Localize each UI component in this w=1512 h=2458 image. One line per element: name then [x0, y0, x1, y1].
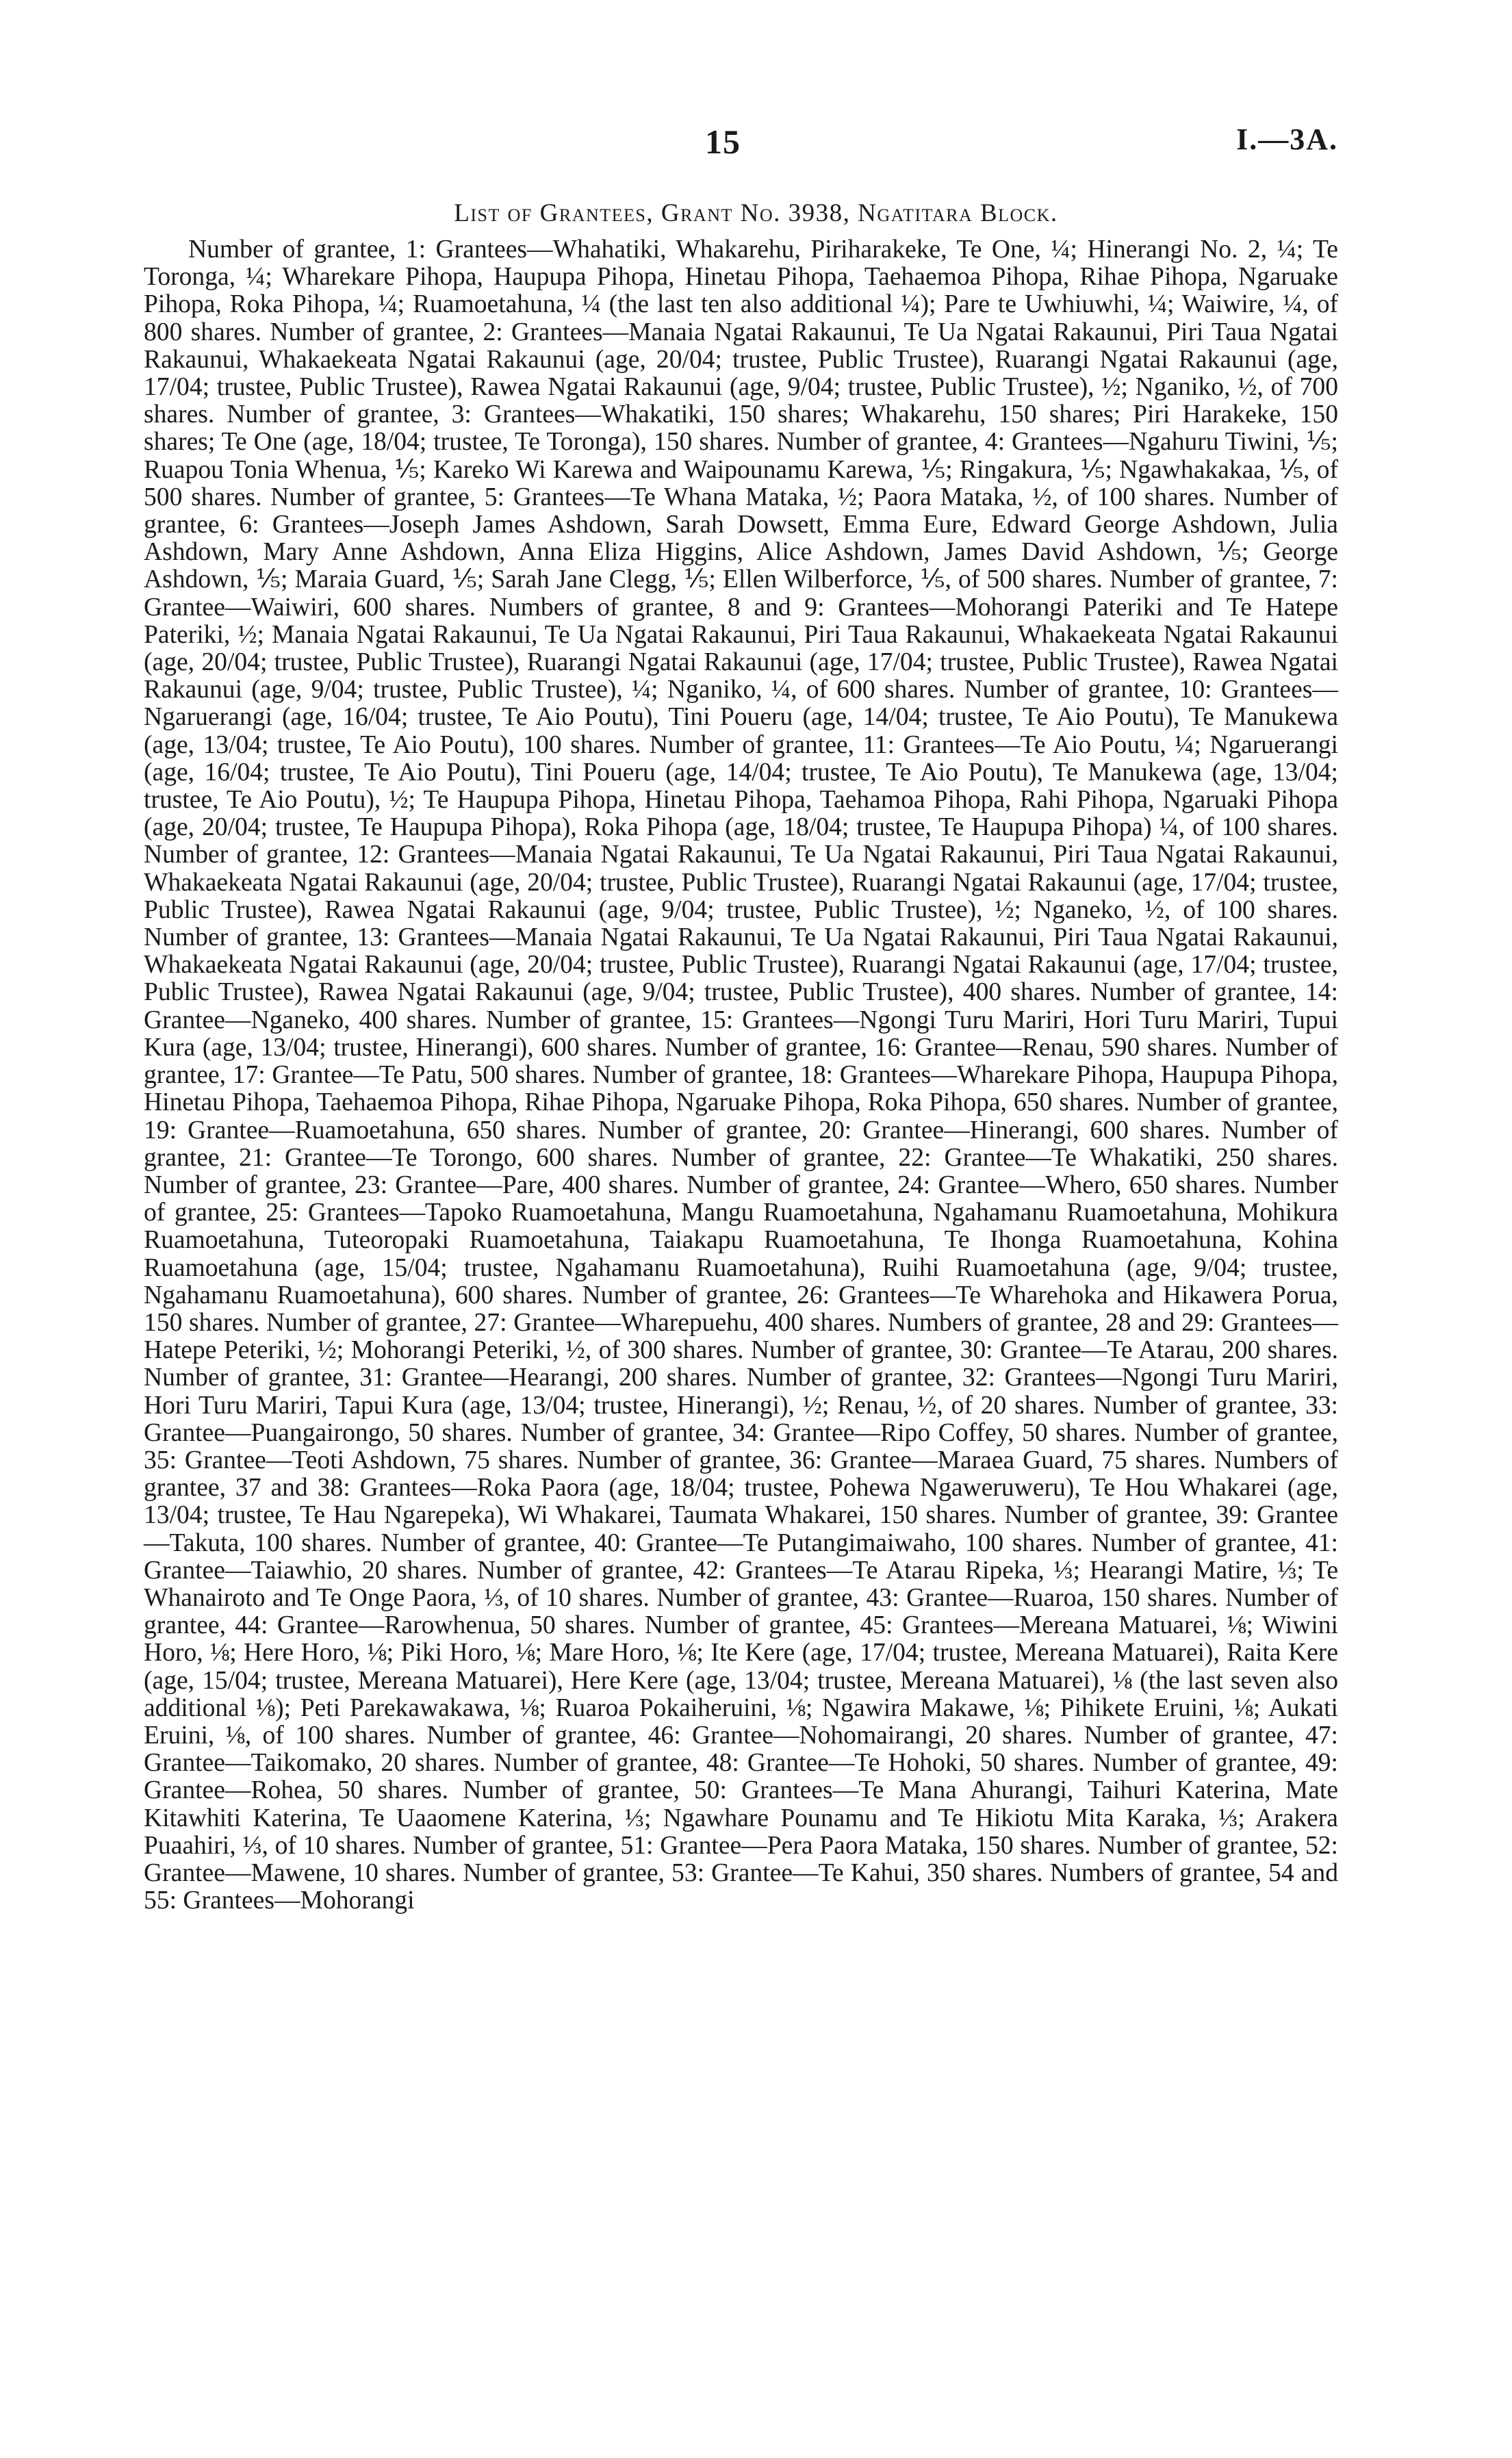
document-reference: I.—3A. [1236, 123, 1338, 156]
section-heading: List of Grantees, Grant No. 3938, Ngatitara Block. [454, 199, 1058, 227]
grantee-list-paragraph: Number of grantee, 1: Grantees—Whahatiki, Whakarehu, Piriharakeke, Te One, ¼; Hinerangi No. 2, ¼; Te Toronga, ¼; Wharekare Pihopa, Haupupa Pihopa, Hinetau Pihopa, Taehaemoa Pihopa, Rihae Pihopa, Ngaruake Pihopa, Roka Pihopa, ¼; Ruamoetahuna, ¼ (the last ten also additional ¼); Pare te Uwhiuwhi, ¼; Waiwire, ¼, of 800 shares. Number of grantee, 2: Grantees—Manaia Ngatai Rakaunui, Te Ua Ngatai Rakaunui, Piri Taua Ngatai Rakaunui, Whakaekeata Ngatai Rakaunui (age, 20/04; trustee, Public Trustee), Ruarangi Ngatai Rakaunui (age, 17/04; trustee, Public Trustee), Rawea Ngatai Rakaunui (age, 9/04; trustee, Public Trustee), ½; Nganiko, ½, of 700 shares. Number of grantee, 3: Grantees—Whakatiki, 150 shares; Whakarehu, 150 shares; Piri Harakeke, 150 shares; Te One (age, 18/04; trustee, Te Toronga), 150 shares. Number of grantee, 4: Grantees—Ngahuru Tiwini, ⅕; Ruapou Tonia Whenua, ⅕; Kareko Wi Karewa and Waipounamu Karewa, ⅕; Ringakura, ⅕; Ngawhakakaa, ⅕, of 500 shares. Number of grantee, 5: Grantees—Te Whana Mataka, ½; Paora Mataka, ½, of 100 shares. Number of grantee, 6: Grantees—Joseph James Ashdown, Sarah Dowsett, Emma Eure, Edward George Ashdown, Julia Ashdown, Mary Anne Ashdown, Anna Eliza Higgins, Alice Ashdown, James David Ashdown, ⅕; George Ashdown, ⅕; Maraia Guard, ⅕; Sarah Jane Clegg, ⅕; Ellen Wilberforce, ⅕, of 500 shares. Number of grantee, 7: Grantee—Waiwiri, 600 shares. Numbers of grantee, 8 and 9: Grantees—Mohorangi Pateriki and Te Hatepe Pateriki, ½; Manaia Ngatai Rakaunui, Te Ua Ngatai Rakaunui, Piri Taua Rakaunui, Whakaekeata Ngatai Rakaunui (age, 20/04; trustee, Public Trustee), Ruarangi Ngatai Rakaunui (age, 17/04; trustee, Public Trustee), Rawea Ngatai Rakaunui (age, 9/04; trustee, Public Trustee), ¼; Nganiko, ¼, of 600 shares. Number of grantee, 10: Grantees—Ngaruerangi (age, 16/04; trustee, Te Aio Poutu), Tini Poueru (age, 14/04; trustee, Te Aio Poutu), Te Manukewa (age, 13/04; trustee, Te Aio Poutu), 100 shares. Number of grantee, 11: Grantees—Te Aio Poutu, ¼; Ngaruerangi (age, 16/04; trustee, Te Aio Poutu), Tini Poueru (age, 14/04; trustee, Te Aio Poutu), Te Manukewa (age, 13/04; trustee, Te Aio Poutu), ½; Te Haupupa Pihopa, Hinetau Pihopa, Taehamoa Pihopa, Rahi Pihopa, Ngaruaki Pihopa (age, 20/04; trustee, Te Haupupa Pihopa), Roka Pihopa (age, 18/04; trustee, Te Haupupa Pihopa) ¼, of 100 shares. Number of grantee, 12: Grantees—Manaia Ngatai Rakaunui, Te Ua Ngatai Rakaunui, Piri Taua Ngatai Rakaunui, Whakaekeata Ngatai Rakaunui (age, 20/04; trustee, Public Trustee), Ruarangi Ngatai Rakaunui (age, 17/04; trustee, Public Trustee), Rawea Ngatai Rakaunui (age, 9/04; trustee, Public Trustee), ½; Nganeko, ½, of 100 shares. Number of grantee, 13: Grantees—Manaia Ngatai Rakaunui, Te Ua Ngatai Rakaunui, Piri Taua Ngatai Rakaunui, Whakaekeata Ngatai Rakaunui (age, 20/04; trustee, Public Trustee), Ruarangi Ngatai Rakaunui (age, 17/04; trustee, Public Trustee), Rawea Ngatai Rakaunui (age, 9/04; trustee, Public Trustee), 400 shares. Number of grantee, 14: Grantee—Nganeko, 400 shares. Number of grantee, 15: Grantees—Ngongi Turu Mariri, Hori Turu Mariri, Tupui Kura (age, 13/04; trustee, Hinerangi), 600 shares. Number of grantee, 16: Grantee—Renau, 590 shares. Number of grantee, 17: Grantee—Te Patu, 500 shares. Number of grantee, 18: Grantees—Wharekare Pihopa, Haupupa Pihopa, Hinetau Pihopa, Taehaemoa Pihopa, Rihae Pihopa, Ngaruake Pihopa, Roka Pihopa, 650 shares. Number of grantee, 19: Grantee—Ruamoetahuna, 650 shares. Number of grantee, 20: Grantee—Hinerangi, 600 shares. Number of grantee, 21: Grantee—Te Torongo, 600 shares. Number of grantee, 22: Grantee—Te Whakatiki, 250 shares. Number of grantee, 23: Grantee—Pare, 400 shares. Number of grantee, 24: Grantee—Whero, 650 shares. Number of grantee, 25: Grantees—Tapoko Ruamoetahuna, Mangu Ruamoetahuna, Ngahamanu Ruamoetahuna, Mohikura Ruamoetahuna, Tuteoropaki Ruamoetahuna, Taiakapu Ruamoetahuna, Te Ihonga Ruamoetahuna, Kohina Ruamoetahuna (age, 15/04; trustee, Ngahamanu Ruamoetahuna), Ruihi Ruamoetahuna (age, 9/04; trustee, Ngahamanu Ruamoetahuna), 600 shares. Number of grantee, 26: Grantees—Te Wharehoka and Hikawera Porua, 150 shares. Number of grantee, 27: Grantee—Wharepuehu, 400 shares. Numbers of grantee, 28 and 29: Grantees—Hatepe Peteriki, ½; Mohorangi Peteriki, ½, of 300 shares. Number of grantee, 30: Grantee—Te Atarau, 200 shares. Number of grantee, 31: Grantee—Hearangi, 200 shares. Number of grantee, 32: Grantees—Ngongi Turu Mariri, Hori Turu Mariri, Tapui Kura (age, 13/04; trustee, Hinerangi), ½; Renau, ½, of 20 shares. Number of grantee, 33: Grantee—Puangairongo, 50 shares. Number of grantee, 34: Grantee—Ripo Coffey, 50 shares. Number of grantee, 35: Grantee—Teoti Ashdown, 75 shares. Number of grantee, 36: Grantee—Maraea Guard, 75 shares. Numbers of grantee, 37 and 38: Grantees—Roka Paora (age, 18/04; trustee, Pohewa Ngaweruweru), Te Hou Whakarei (age, 13/04; trustee, Te Hau Ngarepeka), Wi Whakarei, Taumata Whakarei, 150 shares. Number of grantee, 39: Grantee—Takuta, 100 shares. Number of grantee, 40: Grantee—Te Putangimaiwaho, 100 shares. Number of grantee, 41: Grantee—Taiawhio, 20 shares. Number of grantee, 42: Grantees—Te Atarau Ripeka, ⅓; Hearangi Matire, ⅓; Te Whanairoto and Te Onge Paora, ⅓, of 10 shares. Number of grantee, 43: Grantee—Ruaroa, 150 shares. Number of grantee, 44: Grantee—Rarowhenua, 50 shares. Number of grantee, 45: Grantees—Mereana Matuarei, ⅛; Wiwini Horo, ⅛; Here Horo, ⅛; Piki Horo, ⅛; Mare Horo, ⅛; Ite Kere (age, 17/04; trustee, Mereana Matuarei), Raita Kere (age, 15/04; trustee, Mereana Matuarei), Here Kere (age, 13/04; trustee, Mereana Matuarei), ⅛ (the last seven also additional ⅛); Peti Parekawakawa, ⅛; Ruaroa Pokaiheruini, ⅛; Ngawira Makawe, ⅛; Pihikete Eruini, ⅛; Aukati Eruini, ⅛, of 100 shares. Number of grantee, 46: Grantee—Nohomairangi, 20 shares. Number of grantee, 47: Grantee—Taikomako, 20 shares. Number of grantee, 48: Grantee—Te Hohoki, 50 shares. Number of grantee, 49: Grantee—Rohea, 50 shares. Number of grantee, 50: Grantees—Te Mana Ahurangi, Taihuri Katerina, Mate Kitawhiti Katerina, Te Uaaomene Katerina, ⅓; Ngawhare Pounamu and Te Hikiotu Mita Karaka, ⅓; Arakera Puaahiri, ⅓, of 10 shares. Number of grantee, 51: Grantee—Pera Paora Mataka, 150 shares. Number of grantee, 52: Grantee—Mawene, 10 shares. Number of grantee, 53: Grantee—Te Kahui, 350 shares. Numbers of grantee, 54 and 55: Grantees—Mohorangi [144, 235, 1338, 1915]
page-number: 15 [705, 123, 741, 161]
